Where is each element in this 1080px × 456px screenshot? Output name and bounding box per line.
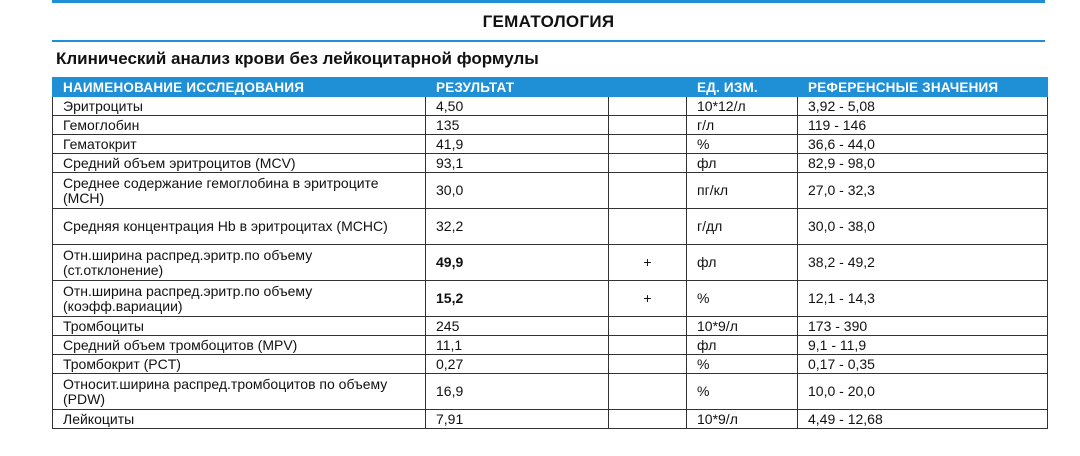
table-row	[53, 374, 1048, 410]
report-title: Клинический анализ крови без лейкоцитарной формулы	[56, 49, 539, 68]
table-row	[53, 173, 1048, 209]
cell-unit: 10*9/л	[687, 410, 798, 429]
cell-reference: 119 - 146	[798, 116, 1048, 135]
cell-reference: 27,0 - 32,3	[798, 173, 1048, 209]
cell-unit: 10*12/л	[687, 97, 798, 116]
cell-reference: 173 - 390	[798, 317, 1048, 336]
cell-test-name: Гемоглобин	[53, 116, 426, 135]
cell-unit: 10*9/л	[687, 317, 798, 336]
table-row	[53, 154, 1048, 173]
table-row	[53, 97, 1048, 116]
cell-result: 41,9	[426, 135, 609, 154]
cell-test-name: Гематокрит	[53, 135, 426, 154]
cell-result: 49,9	[426, 245, 609, 281]
cell-reference: 12,1 - 14,3	[798, 281, 1048, 317]
cell-test-name: Среднее содержание гемоглобина в эритроците (MCH)	[53, 173, 426, 209]
cell-reference: 9,1 - 11,9	[798, 336, 1048, 355]
section-divider	[52, 40, 1045, 42]
cell-flag	[609, 209, 687, 245]
cell-reference: 4,49 - 12,68	[798, 410, 1048, 429]
cell-flag: +	[609, 245, 687, 281]
table-header-row	[53, 78, 1048, 97]
cell-result: 245	[426, 317, 609, 336]
column-header-unit: ЕД. ИЗМ.	[687, 78, 798, 97]
cell-result: 15,2	[426, 281, 609, 317]
cell-result: 16,9	[426, 374, 609, 410]
table-row	[53, 317, 1048, 336]
cell-unit: %	[687, 135, 798, 154]
cell-test-name: Средний объем тромбоцитов (MPV)	[53, 336, 426, 355]
cell-flag: +	[609, 281, 687, 317]
cell-unit: %	[687, 355, 798, 374]
cell-reference: 36,6 - 44,0	[798, 135, 1048, 154]
cell-test-name: Лейкоциты	[53, 410, 426, 429]
cell-flag	[609, 336, 687, 355]
cell-test-name: Относит.ширина распред.тромбоцитов по объему (PDW)	[53, 374, 426, 410]
cell-unit: пг/кл	[687, 173, 798, 209]
cell-unit: фл	[687, 245, 798, 281]
cell-flag	[609, 116, 687, 135]
cell-reference: 82,9 - 98,0	[798, 154, 1048, 173]
cell-flag	[609, 410, 687, 429]
cell-flag	[609, 97, 687, 116]
cell-result: 30,0	[426, 173, 609, 209]
cell-flag	[609, 355, 687, 374]
cell-test-name: Средний объем эритроцитов (MCV)	[53, 154, 426, 173]
table-row	[53, 209, 1048, 245]
cell-reference: 38,2 - 49,2	[798, 245, 1048, 281]
table-row	[53, 135, 1048, 154]
cell-test-name: Тромбоциты	[53, 317, 426, 336]
column-header-flag	[609, 78, 687, 97]
cell-unit: г/дл	[687, 209, 798, 245]
cell-reference: 3,92 - 5,08	[798, 97, 1048, 116]
table-row	[53, 336, 1048, 355]
table-row	[53, 410, 1048, 429]
cell-flag	[609, 154, 687, 173]
cell-test-name: Эритроциты	[53, 97, 426, 116]
cell-result: 93,1	[426, 154, 609, 173]
column-header-name: НАИМЕНОВАНИЕ ИССЛЕДОВАНИЯ	[53, 78, 426, 97]
cell-flag	[609, 374, 687, 410]
column-header-reference: РЕФЕРЕНСНЫЕ ЗНАЧЕНИЯ	[798, 78, 1048, 97]
cell-reference: 30,0 - 38,0	[798, 209, 1048, 245]
table-row	[53, 116, 1048, 135]
cell-unit: г/л	[687, 116, 798, 135]
cell-reference: 10,0 - 20,0	[798, 374, 1048, 410]
column-header-result: РЕЗУЛЬТАТ	[426, 78, 609, 97]
cell-test-name: Тромбокрит (PCT)	[53, 355, 426, 374]
cell-flag	[609, 173, 687, 209]
top-divider	[52, 0, 1045, 3]
cell-unit: %	[687, 281, 798, 317]
cell-reference: 0,17 - 0,35	[798, 355, 1048, 374]
cell-result: 4,50	[426, 97, 609, 116]
cell-unit: %	[687, 374, 798, 410]
table-row	[53, 245, 1048, 281]
cell-flag	[609, 317, 687, 336]
cell-test-name: Отн.ширина распред.эритр.по объему (ст.отклонение)	[53, 245, 426, 281]
cell-result: 11,1	[426, 336, 609, 355]
section-title: ГЕМАТОЛОГИЯ	[482, 12, 615, 31]
cell-result: 0,27	[426, 355, 609, 374]
cell-flag	[609, 135, 687, 154]
table-row	[53, 355, 1048, 374]
cell-test-name: Средняя концентрация Hb в эритроцитах (MCHC)	[53, 209, 426, 245]
table-row	[53, 281, 1048, 317]
cell-result: 32,2	[426, 209, 609, 245]
results-table	[52, 77, 1048, 429]
cell-test-name: Отн.ширина распред.эритр.по объему (коэфф.вариации)	[53, 281, 426, 317]
cell-result: 7,91	[426, 410, 609, 429]
cell-unit: фл	[687, 154, 798, 173]
cell-result: 135	[426, 116, 609, 135]
cell-unit: фл	[687, 336, 798, 355]
